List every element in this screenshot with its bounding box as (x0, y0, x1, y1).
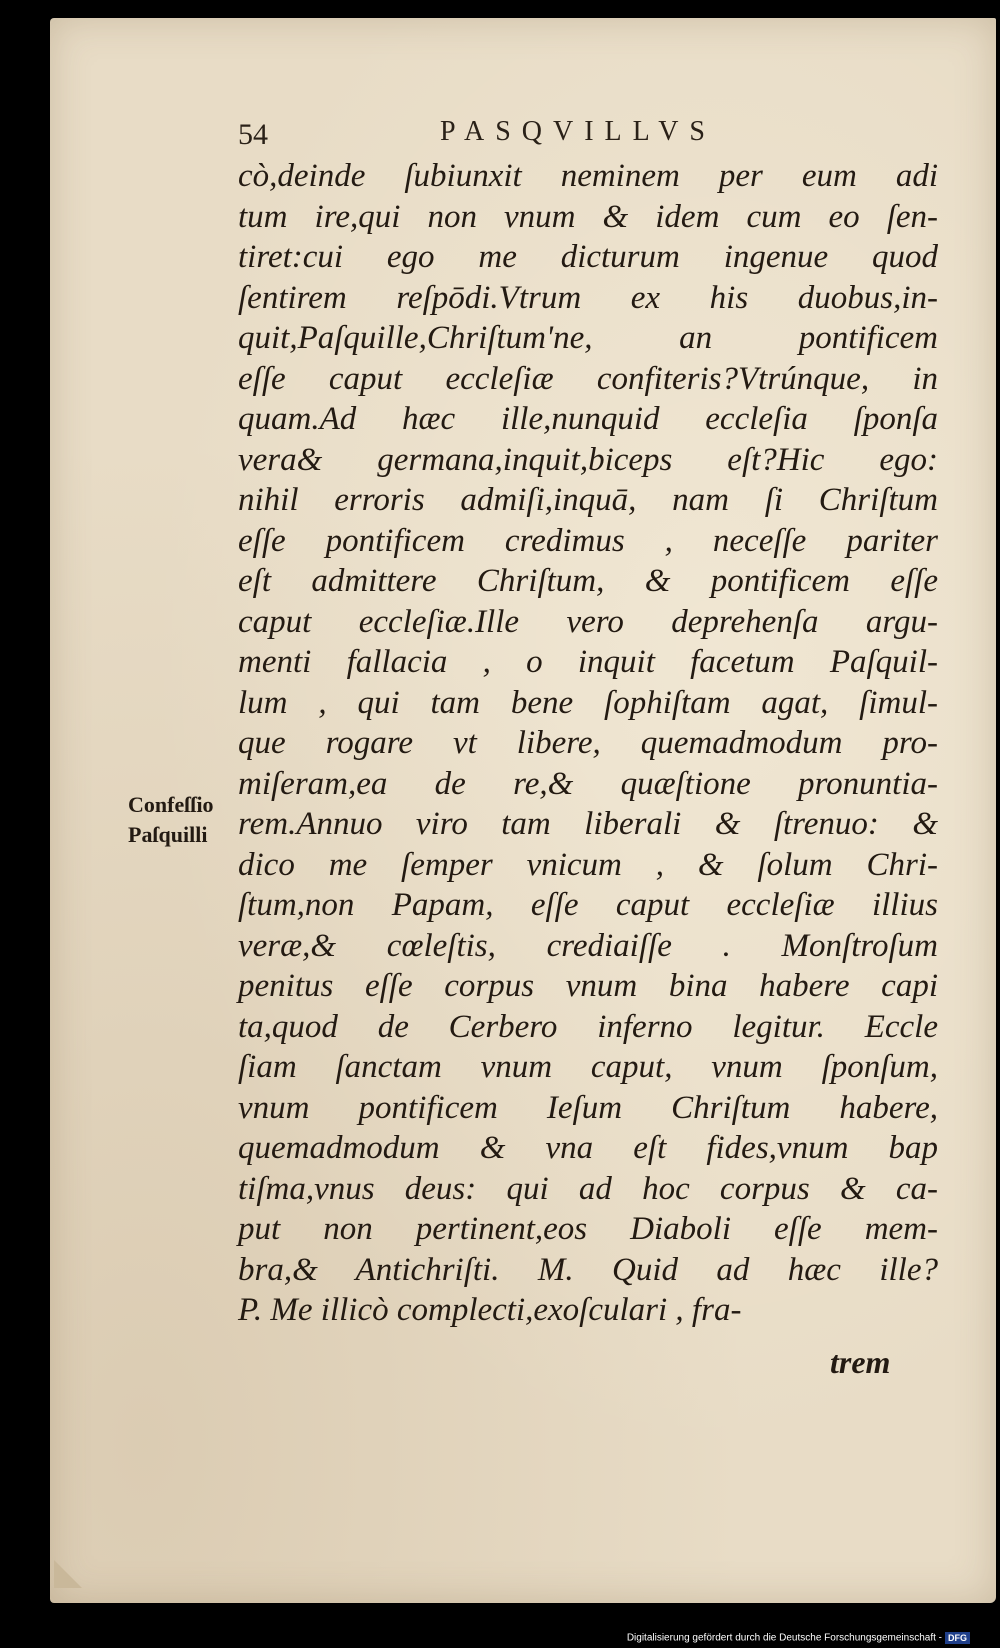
text-line: rem.Annuo viro tam liberali & ſtrenuo: & (238, 806, 938, 842)
margin-note-line-1: Confeſſio (128, 792, 214, 817)
text-line: tum ire,qui non vnum & idem cum eo ſen- (238, 198, 938, 235)
text-line: eſſe caput eccleſiæ confiteris?Vtrúnque, in (238, 360, 938, 397)
margin-note (128, 790, 240, 850)
text-line: caput eccleſiæ.Ille vero deprehenſa argu- (238, 603, 938, 640)
text-line: ſiam ſanctam vnum caput, vnum ſponſum, (238, 1049, 938, 1085)
text-line: put non pertinent,eos Diaboli eſſe mem- (238, 1211, 938, 1247)
margin-note-line-2: Paſquilli (128, 822, 208, 847)
text-line: que rogare vt libere, quemadmodum pro- (238, 725, 938, 761)
text-line: veræ,& cœleſtis, crediaiſſe . Monſtroſum (238, 927, 938, 964)
page-number: 54 (238, 118, 268, 151)
text-line: quam.Ad hæc ille,nunquid eccleſia ſponſa (238, 401, 938, 437)
text-line: quit,Paſquille,Chriſtum'ne, an pontificem (238, 320, 938, 356)
text-line: nihil erroris admiſi,inquā, nam ſi Chriſtum (238, 482, 938, 518)
text-line: ſtum,non Papam, eſſe caput eccleſiæ illius (238, 887, 938, 923)
text-line: dico me ſemper vnicum , & ſolum Chri- (238, 846, 938, 883)
text-line: eſt admittere Chriſtum, & pontificem eſſe (238, 563, 938, 599)
text-line: lum , qui tam bene ſophiſtam agat, ſimul- (238, 684, 938, 721)
text-line: miſeram,ea de re,& quæſtione pronuntia- (238, 765, 938, 802)
text-line: P. Me illicò complecti,exoſculari , fra- (238, 1292, 742, 1328)
dfg-logo: DFG (945, 1632, 970, 1644)
body-text (238, 156, 938, 1331)
text-line: ta,quod de Cerbero inferno legitur. Eccle (238, 1008, 938, 1045)
catchword: trem (830, 1344, 891, 1380)
credit-text: Digitalisierung gefördert durch die Deutsche Forschungsgemeinschaft - (626, 1632, 942, 1644)
text-line: penitus eſſe corpus vnum bina habere capi (238, 968, 938, 1004)
text-line: cò,deinde ſubiunxit neminem per eum adi (238, 158, 938, 194)
digitization-credit (627, 1632, 970, 1644)
text-line: menti fallacia , o inquit facetum Paſquil- (238, 644, 938, 680)
running-head: PASQVILLVS (440, 116, 716, 147)
text-line: vera& germana,inquit,biceps eſt?Hic ego: (238, 441, 938, 478)
text-line: tiret:cui ego me dicturum ingenue quod (238, 239, 938, 275)
text-line: bra,& Antichriſti. M. Quid ad hæc ille? (238, 1251, 938, 1288)
text-line: tiſma,vnus deus: qui ad hoc corpus & ca- (238, 1170, 938, 1207)
text-line: quemadmodum & vna eſt fides,vnum bap (238, 1130, 938, 1166)
text-line: eſſe pontificem credimus , neceſſe pariter (238, 522, 938, 559)
text-line: vnum pontificem Ieſum Chriſtum habere, (238, 1089, 938, 1126)
page-corner-fold (54, 1560, 82, 1588)
text-line: ſentirem reſpōdi.Vtrum ex his duobus,in- (238, 279, 938, 316)
